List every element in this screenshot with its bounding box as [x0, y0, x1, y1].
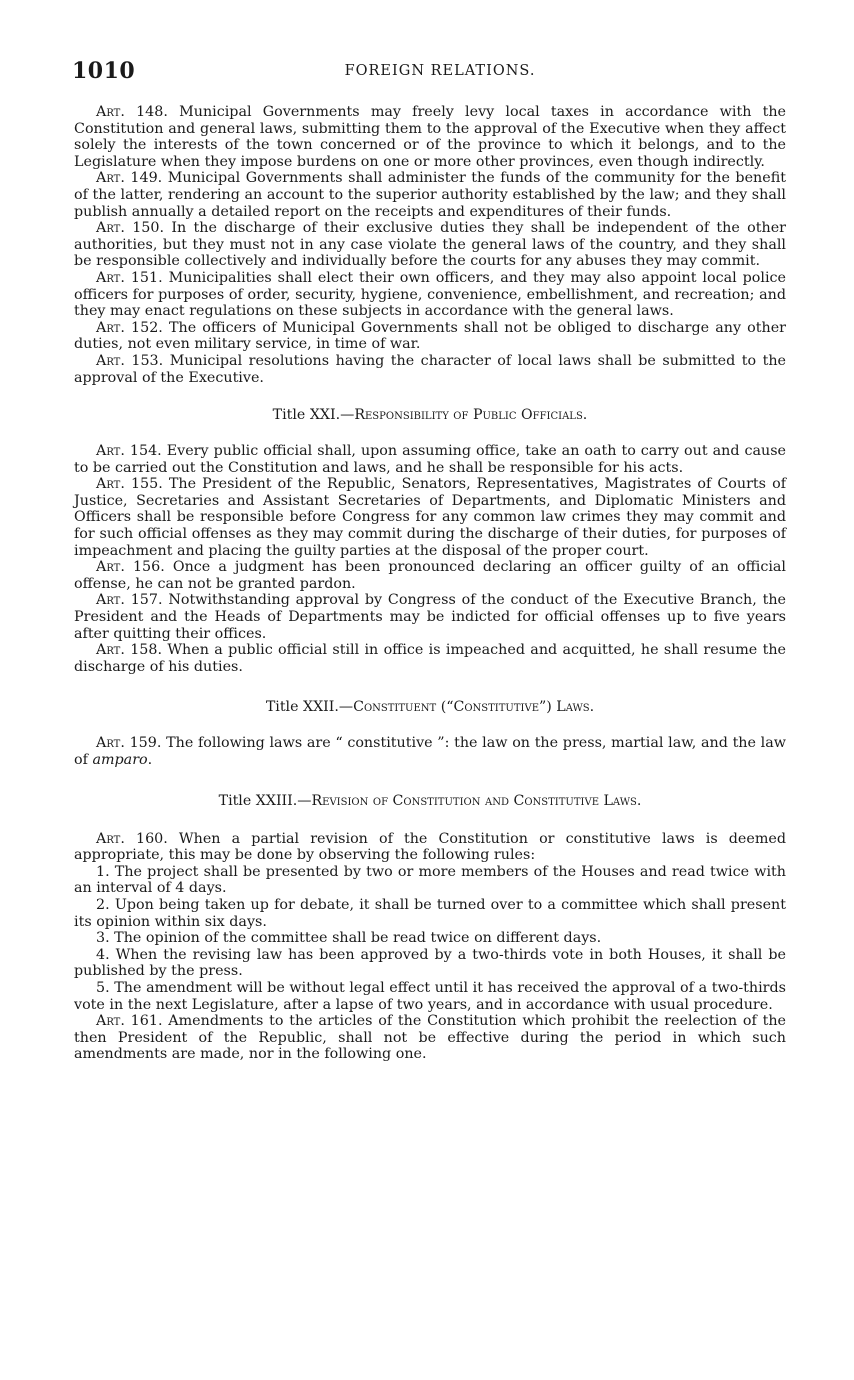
article-paragraph — [74, 864, 786, 897]
article-text: Municipal Governments may freely levy local taxes in accordance with the Constitution and general laws, submitting them to the approval of the Executive when they affect solely the interests of the town concerned or of the province to which it belongs, and to the Legislature when they impose burdens on one or more other provinces, even though indirectly. — [74, 104, 786, 170]
article-label: Art. 152. — [96, 319, 163, 336]
article-paragraph — [74, 1013, 786, 1063]
article-text: In the discharge of their exclusive duties they shall be independent of the other authorities, but they must not in any case violate the general laws of the country, and they shall be responsible collectively and individually before the courts for any abuses they may commit. — [74, 220, 786, 270]
article-text: The officers of Municipal Governments shall not be obliged to discharge any other duties, not even military service, in time of war. — [74, 319, 786, 353]
article-text: Municipal Governments shall administer the funds of the community for the benefit of the latter, rendering an account to the superior authority established by the law; and they shall publish annually a detailed report on the receipts and expenditures of their funds. — [74, 170, 786, 220]
article-paragraph — [74, 476, 786, 559]
title-name: —Responsibility of Public Officials. — [340, 407, 588, 424]
article-paragraph — [74, 642, 786, 675]
article-text: The following laws are “ constitutive ”: the law on the press, martial law, and the law of — [74, 735, 786, 768]
article-text: When a partial revision of the Constitution or constitutive laws is deemed appropriate, this may be done by observing the following rules: — [74, 830, 786, 864]
article-text: 4. When the revising law has been approved by a two-thirds vote in both Houses, it shall be published by the press. — [74, 946, 786, 980]
article-text: Notwithstanding approval by Congress of the conduct of the Executive Branch, the President and the Heads of Departments may be indicted for official offenses up to five years after quitting their offices. — [74, 592, 786, 642]
title-xxii-heading — [74, 699, 786, 715]
article-label: Art. 161. — [96, 1013, 163, 1030]
article-text: The President of the Republic, Senators, Representatives, Magistrates of Courts of Justice, Secretaries and Assistant Secretaries of Departments, and Diplomatic Ministers and Officers shall be responsible before Congress for any common law crimes they may commit and for such official offenses as they may commit during the discharge of their duties, for purposes of impeachment and placing the guilty parties at the disposal of the proper court. — [74, 476, 786, 559]
article-label: Art. 150. — [96, 220, 165, 237]
article-paragraph — [74, 735, 786, 768]
article-label: Art. 154. — [96, 443, 162, 460]
article-paragraph — [74, 443, 786, 476]
running-head: FOREIGN RELATIONS. — [344, 63, 536, 79]
article-label: Art. 160. — [96, 830, 168, 847]
article-paragraph — [74, 170, 786, 220]
article-text-end: . — [147, 752, 153, 768]
article-paragraph — [74, 947, 786, 980]
article-text: 1. The project shall be presented by two or more members of the Houses and read twice with an interval of 4 days. — [74, 863, 786, 897]
article-paragraph — [74, 559, 786, 592]
article-label: Art. 148. — [96, 104, 168, 120]
article-paragraph — [74, 320, 786, 353]
article-label: Art. 157. — [96, 592, 163, 609]
section-municipal-articles — [74, 104, 786, 386]
title-number: Title XXIII. — [218, 792, 298, 809]
title-number: Title XXII. — [265, 699, 339, 716]
article-label: Art. 151. — [96, 269, 163, 286]
article-paragraph — [74, 980, 786, 1013]
article-label: Art. 156. — [96, 559, 165, 576]
article-paragraph — [74, 592, 786, 642]
article-label: Art. 158. — [96, 642, 163, 659]
article-text: 2. Upon being taken up for debate, it shall be turned over to a committee which shall present its opinion within six days. — [74, 896, 786, 930]
title-name: —Revision of Constitution and Constitutive Laws. — [297, 792, 642, 809]
italic-term: amparo — [92, 752, 148, 768]
article-text: Municipal resolutions having the character of local laws shall be submitted to the approval of the Executive. — [74, 352, 786, 386]
page-number: 1010 — [72, 58, 136, 84]
article-label: Art. 155. — [96, 476, 163, 493]
section-revision-articles — [74, 831, 786, 1063]
article-text: 3. The opinion of the committee shall be read twice on different days. — [96, 930, 602, 947]
article-text: Amendments to the articles of the Constitution which prohibit the reelection of the then President of the Republic, shall not be effective during the period in which such amendments are made, nor in the following one. — [74, 1013, 787, 1063]
article-paragraph — [74, 930, 786, 947]
article-label: Art. 149. — [96, 170, 163, 187]
article-paragraph — [74, 104, 786, 170]
article-label: Art. 159. — [96, 735, 162, 752]
article-paragraph — [74, 220, 786, 270]
article-paragraph — [74, 353, 786, 386]
title-xxi-heading — [74, 407, 786, 423]
article-text: 5. The amendment will be without legal effect until it has received the approval of a two-thirds vote in the next Legislature, after a lapse of two years, and in accordance with usual procedure. — [74, 979, 786, 1013]
article-paragraph — [74, 270, 786, 320]
article-paragraph — [74, 897, 786, 930]
article-text: Every public official shall, upon assuming office, take an oath to carry out and cause to be carried out the Constitution and laws, and he shall be responsible for his acts. — [74, 443, 786, 476]
title-number: Title XXI. — [272, 407, 341, 424]
page-body — [74, 104, 786, 1063]
title-xxiii-heading — [74, 793, 786, 809]
section-responsibility-articles — [74, 443, 786, 675]
title-name: —Constituent (“Constitutive”) Laws. — [338, 699, 595, 716]
page-header — [72, 58, 788, 88]
article-label: Art. 153. — [96, 352, 164, 369]
article-text: Municipalities shall elect their own officers, and they may also appoint local police officers for purposes of order, security, hygiene, convenience, embellishment, and recreation; and they may enact regulations on these subjects in accordance with the general laws. — [74, 269, 786, 320]
article-text: Once a judgment has been pronounced declaring an officer guilty of an official offense, he can not be granted pardon. — [74, 559, 786, 592]
article-paragraph — [74, 831, 786, 864]
article-text: When a public official still in office is impeached and acquitted, he shall resume the discharge of his duties. — [74, 642, 786, 675]
